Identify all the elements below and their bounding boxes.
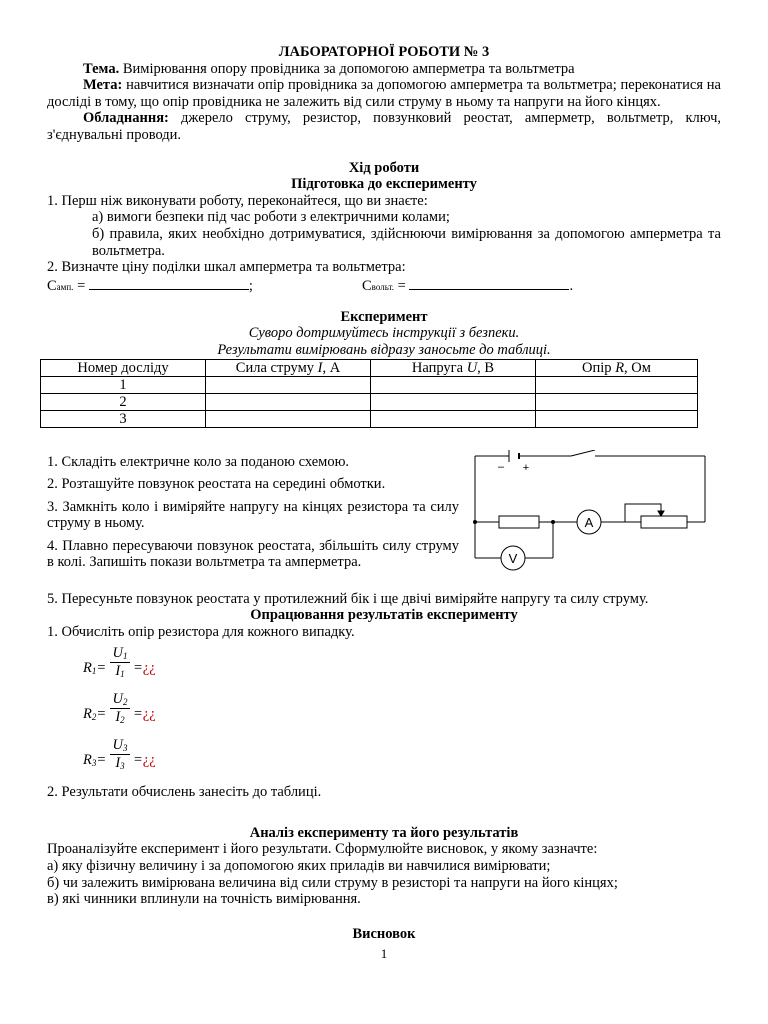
prep-item-1b: б) правила, яких необхідно дотримуватися, здійснюючи вимірювання за допомогою амперметра та вольтметра.	[92, 225, 721, 259]
table-row	[41, 393, 698, 410]
goal-label: Мета:	[83, 77, 123, 94]
equipment-paragraph	[47, 110, 721, 143]
placeholder-glyphs: ¿¿	[142, 752, 156, 769]
ammeter-blank	[89, 276, 249, 290]
placeholder-glyphs: ¿¿	[142, 660, 156, 677]
voltage-cell[interactable]	[371, 410, 536, 427]
battery-plus-label: +	[522, 461, 530, 474]
header-number: Номер досліду	[41, 359, 206, 376]
analysis-item-c: в) які чинники вплинули на точність вимірювання.	[47, 891, 361, 908]
analysis-item-b: б) чи залежить вимірювана величина від сили струму в резисторі та напруги на його кінцях;	[47, 874, 618, 891]
processing-heading: Опрацювання результатів експерименту	[250, 607, 518, 624]
header-current: Сила струму I, А	[206, 359, 371, 376]
analysis-item-a: а) яку фізичну величину і за допомогою яких приладів ви навчилися вимірювати;	[47, 858, 551, 875]
goal-text: навчитися визначати опір провідника за допомогою амперметра та вольтметра; переконатися на досліді в тому, що опір провідника не залежить від сили струму в ньому та напруги на його кінцях.	[47, 77, 721, 110]
prep-item-1a: а) вимоги безпеки під час роботи з електричними колами;	[92, 209, 450, 226]
equipment-label: Обладнання:	[83, 110, 169, 127]
header-voltage: Напруга U, В	[371, 359, 536, 376]
junction-dot	[551, 520, 555, 524]
battery-minus-label: –	[497, 460, 505, 473]
header-resistance: Опір R, Ом	[536, 359, 698, 376]
row-number: 1	[41, 376, 206, 393]
formula-r1: $R_1=$ $\frac{U_1}{I_1}$ =¿¿	[83, 645, 156, 680]
resistor	[499, 516, 539, 528]
row-number: 3	[41, 410, 206, 427]
prep-heading: Підготовка до експерименту	[291, 176, 477, 193]
procedure-heading: Хід роботи	[348, 159, 420, 176]
voltmeter-division: Cвольт. = .	[362, 277, 574, 294]
prep-item-1: 1. Перш ніж виконувати роботу, переконайтеся, що ви знаєте:	[47, 192, 428, 209]
analysis-intro: Проаналізуйте експеримент і його результати. Сформулюйте висновок, у якому зазначте:	[47, 841, 598, 858]
ammeter-label: A	[584, 514, 594, 530]
voltmeter-label: V	[508, 550, 518, 566]
placeholder-glyphs: ¿¿	[142, 706, 156, 723]
resistance-cell[interactable]	[536, 376, 698, 393]
ammeter-division: Cамп. = ;	[47, 277, 253, 294]
topic-text: Вимірювання опору провідника за допомогою амперметра та вольтметра	[119, 60, 575, 77]
goal-paragraph	[47, 77, 721, 110]
step-2: 2. Розташуйте повзунок реостата на середині обмотки.	[47, 476, 386, 493]
step-4: 4. Плавно пересуваючи повзунок реостата, збільшіть силу струму в колі. Запишіть покази вольтметра та амперметра.	[47, 537, 459, 571]
table-row	[41, 410, 698, 427]
voltage-cell[interactable]	[371, 393, 536, 410]
table-header-row	[41, 359, 698, 376]
table-row	[41, 376, 698, 393]
safety-note: Суворо дотримуйтесь інструкції з безпеки.	[248, 325, 520, 342]
topic-label: Тема.	[83, 60, 120, 77]
formula-r3: $R_3=$ $\frac{U_3}{I_3}$ =¿¿	[83, 737, 156, 772]
circuit-diagram	[471, 450, 711, 572]
resistance-cell[interactable]	[536, 393, 698, 410]
current-cell[interactable]	[206, 410, 371, 427]
experiment-steps	[47, 454, 721, 594]
scale-division-line	[47, 276, 721, 293]
resistance-cell[interactable]	[536, 410, 698, 427]
current-cell[interactable]	[206, 376, 371, 393]
experiment-heading: Експеримент	[340, 308, 428, 325]
document-page	[47, 44, 721, 963]
conclusion-heading: Висновок	[352, 925, 416, 942]
voltmeter-blank	[409, 276, 569, 290]
voltage-cell[interactable]	[371, 376, 536, 393]
results-table	[40, 359, 698, 428]
formula-r2: $R_2=$ $\frac{U_2}{I_2}$ =¿¿	[83, 691, 156, 726]
processing-item-2: 2. Результати обчислень занесіть до таблиці.	[47, 784, 322, 801]
row-number: 2	[41, 393, 206, 410]
step-5: 5. Пересуньте повзунок реостата у протилежний бік і ще двічі виміряйте напругу та силу струму.	[47, 590, 649, 607]
equipment-text: джерело струму, резистор, повзунковий реостат, амперметр, вольтметр, ключ, з'єднувальні проводи.	[47, 110, 721, 143]
step-1: 1. Складіть електричне коло за поданою схемою.	[47, 453, 350, 470]
analysis-heading: Аналіз експерименту та його результатів	[249, 824, 519, 841]
prep-item-2: 2. Визначте ціну поділки шкал амперметра та вольтметра:	[47, 259, 406, 276]
topic-paragraph	[47, 61, 721, 78]
record-note: Результати вимірювань відразу заносьте до таблиці.	[217, 341, 551, 358]
switch-blade	[571, 450, 595, 456]
step-3: 3. Замкніть коло і виміряйте напругу на кінцях резистора та силу струму в ньому.	[47, 498, 459, 532]
processing-item-1: 1. Обчисліть опір резистора для кожного випадку.	[47, 623, 355, 640]
page-number: 1	[380, 946, 388, 962]
junction-dot	[473, 520, 477, 524]
page-title: ЛАБОРАТОРНОЇ РОБОТИ № 3	[278, 44, 490, 60]
current-cell[interactable]	[206, 393, 371, 410]
rheostat	[641, 516, 687, 528]
